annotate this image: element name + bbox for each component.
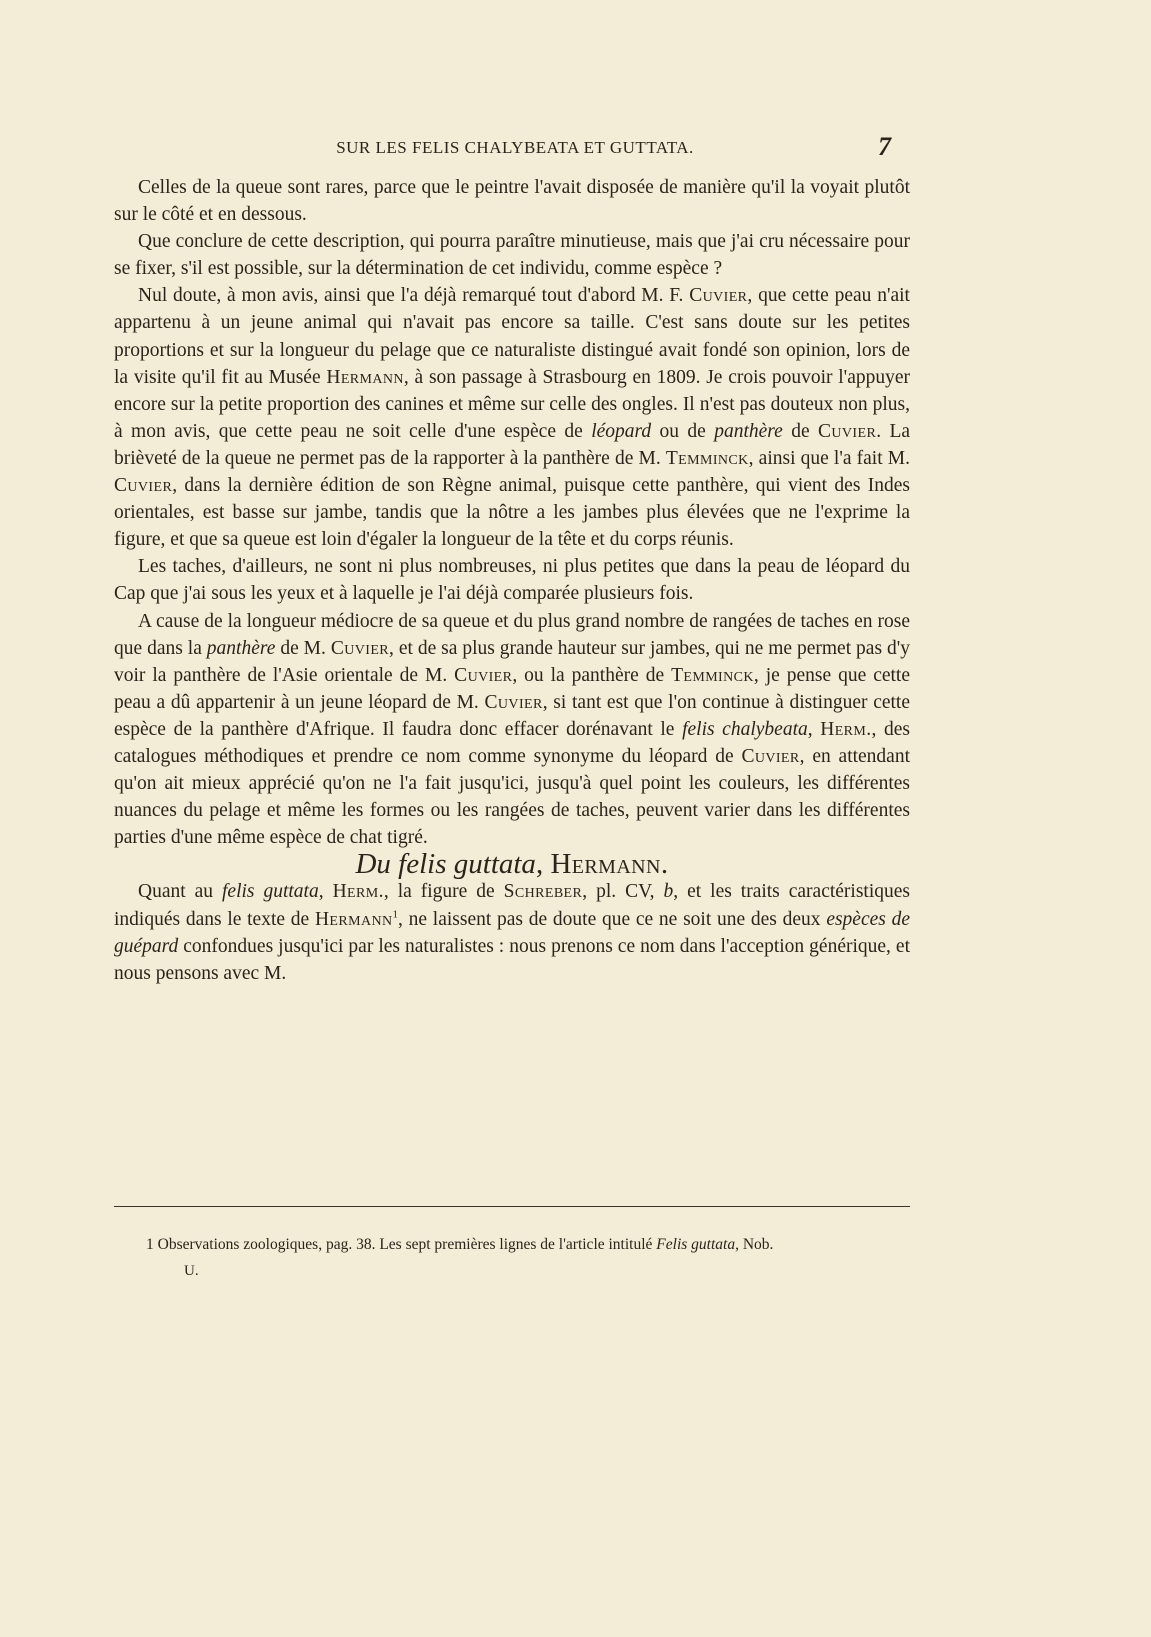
text-run: , des catalogues méthodiques et prendre ce nom comme synonyme du léopard de xyxy=(114,718,910,767)
footnote-marker: 1 xyxy=(146,1236,154,1253)
author-name: Cuvier xyxy=(454,664,513,686)
text-run: , ne laissent pas de doute que ce ne soit une des deux xyxy=(398,908,827,930)
body-text xyxy=(114,174,910,987)
footnote-reference[interactable]: 1 xyxy=(392,908,398,921)
text-run: , xyxy=(807,718,821,740)
author-name: Cuvier xyxy=(689,285,748,307)
paragraph-4: Les taches, d'ailleurs, ne sont ni plus nombreuses, ni plus petites que dans la peau de léopard du Cap que j'ai sous les yeux et à laquelle je l'ai déjà comparée plusieurs fois. xyxy=(114,556,910,605)
author-name: Temminck xyxy=(671,664,754,686)
italic-term: Felis guttata xyxy=(656,1236,736,1253)
text-run: , ainsi que l'a fait M. xyxy=(748,447,910,469)
author-name: Temminck xyxy=(665,447,749,469)
text-run: , xyxy=(318,881,333,903)
section-heading xyxy=(114,848,910,881)
text-run: A cause de la longueur médiocre de sa queue et du plus grand nombre de rangées de taches en rose que dans la xyxy=(114,610,910,659)
author-name: Cuvier xyxy=(741,745,800,767)
paragraph-5 xyxy=(114,608,910,852)
paragraph-2: Que conclure de cette description, qui pourra paraître minutieuse, mais que j'ai cru nécessaire pour se fixer, s'il est possible, sur la détermination de cet individu, comme espèce ? xyxy=(114,231,910,280)
text-run: , pl. CV, xyxy=(582,881,664,903)
paragraph-6 xyxy=(114,878,910,986)
text-run: de xyxy=(782,420,818,442)
paragraph-3 xyxy=(114,282,910,553)
italic-term: b xyxy=(663,881,674,903)
text-run: confondues jusqu'ici par les naturalistes : nous prenons ce nom dans l'acception générique, et nous pensons avec M. xyxy=(114,935,910,984)
author-name: Herm. xyxy=(332,881,384,903)
author-name: Schreber xyxy=(503,881,583,903)
footnote xyxy=(114,1234,910,1282)
author-name: Cuvier xyxy=(818,420,877,442)
italic-term: léopard xyxy=(591,420,652,442)
running-title: SUR LES FELIS CHALYBEATA ET GUTTATA. xyxy=(336,138,694,157)
author-name: Cuvier xyxy=(330,637,390,659)
text-run: de M. xyxy=(275,637,331,659)
author-name: Herm. xyxy=(820,718,872,740)
text-run: , Nob. xyxy=(735,1236,774,1253)
text-run: , je pense que cette peau a dû appartenir à un jeune léopard de M. xyxy=(114,664,910,713)
italic-term: panthère xyxy=(206,637,276,659)
footnote-rule xyxy=(114,1206,910,1207)
text-run: , ou la panthère de xyxy=(512,664,672,686)
section-title-separator: , xyxy=(535,848,551,881)
text-run: , en attendant qu'on ait mieux apprécié qu'on ne l'a fait jusqu'ici, jusqu'à quel point les couleurs, les différentes nuances du pelage et même les formes ou les rangées de taches, peuvent varier dans les différentes parties d'une même espèce de chat tigré. xyxy=(114,745,911,849)
text-run: , que cette peau n'ait appartenu à un jeune animal qui n'avait pas encore sa taille. C'est sans doute sur les petites proportions et sur la longueur du pelage que ce naturaliste distingué avait fondé son opinion, lors de la visite qu'il fit au Musée xyxy=(114,285,910,388)
footnote-signature: U. xyxy=(184,1263,199,1279)
text-run: , si tant est que l'on continue à distinguer cette espèce de la panthère d'Afrique. Il faudra donc effacer dorénavant le xyxy=(114,691,910,740)
author-name: Cuvier xyxy=(484,691,543,713)
page-number: 7 xyxy=(878,132,891,161)
italic-term: felis chalybeata xyxy=(682,718,808,740)
section-title-author: Hermann. xyxy=(550,848,669,881)
italic-term: espèces de guépard xyxy=(114,908,911,957)
author-name: Hermann xyxy=(326,366,404,388)
author-name: Cuvier xyxy=(114,475,173,497)
italic-term: felis guttata xyxy=(222,881,319,903)
text-run: , la figure de xyxy=(383,881,504,903)
text-run: Nul doute, à mon avis, ainsi que l'a déjà remarqué tout d'abord M. F. xyxy=(138,285,690,307)
text-run: , dans la dernière édition de son Règne animal, puisque cette panthère, qui vient des Indes orientales, est basse sur jambe, tandis que la nôtre a les jambes plus élevées que ne l'exprime la figure, et que sa queue est loin d'égaler la longueur de la tête et du corps réunis. xyxy=(114,475,910,551)
text-run: Quant au xyxy=(138,881,222,903)
text-run: ou de xyxy=(651,420,715,442)
paragraph-1: Celles de la queue sont rares, parce que le peintre l'avait disposée de manière qu'il la voyait plutôt sur le côté et en dessous. xyxy=(114,177,910,226)
italic-term: panthère xyxy=(714,420,783,442)
section-title-italic: Du felis guttata xyxy=(355,848,536,881)
footnote-text xyxy=(114,1234,910,1256)
text-run: , à son passage à Strasbourg en 1809. Je crois pouvoir l'appuyer encore sur la petite proportion des canines et même sur celle des ongles. Il n'est pas douteux non plus, à mon avis, que cette peau ne soit celle d'une espèce de xyxy=(114,366,910,442)
text-run: , et les traits caractéristiques indiqués dans le texte de xyxy=(114,881,911,930)
text-run: Observations zoologiques, pag. 38. Les sept premières lignes de l'article intitulé xyxy=(153,1236,657,1253)
author-name: Hermann xyxy=(314,908,393,930)
text-run: . La brièveté de la queue ne permet pas de la rapporter à la panthère de M. xyxy=(114,420,911,469)
text-run: , et de sa plus grande hauteur sur jambes, qui ne me permet pas d'y voir la panthère de l'Asie orientale de M. xyxy=(114,637,910,686)
